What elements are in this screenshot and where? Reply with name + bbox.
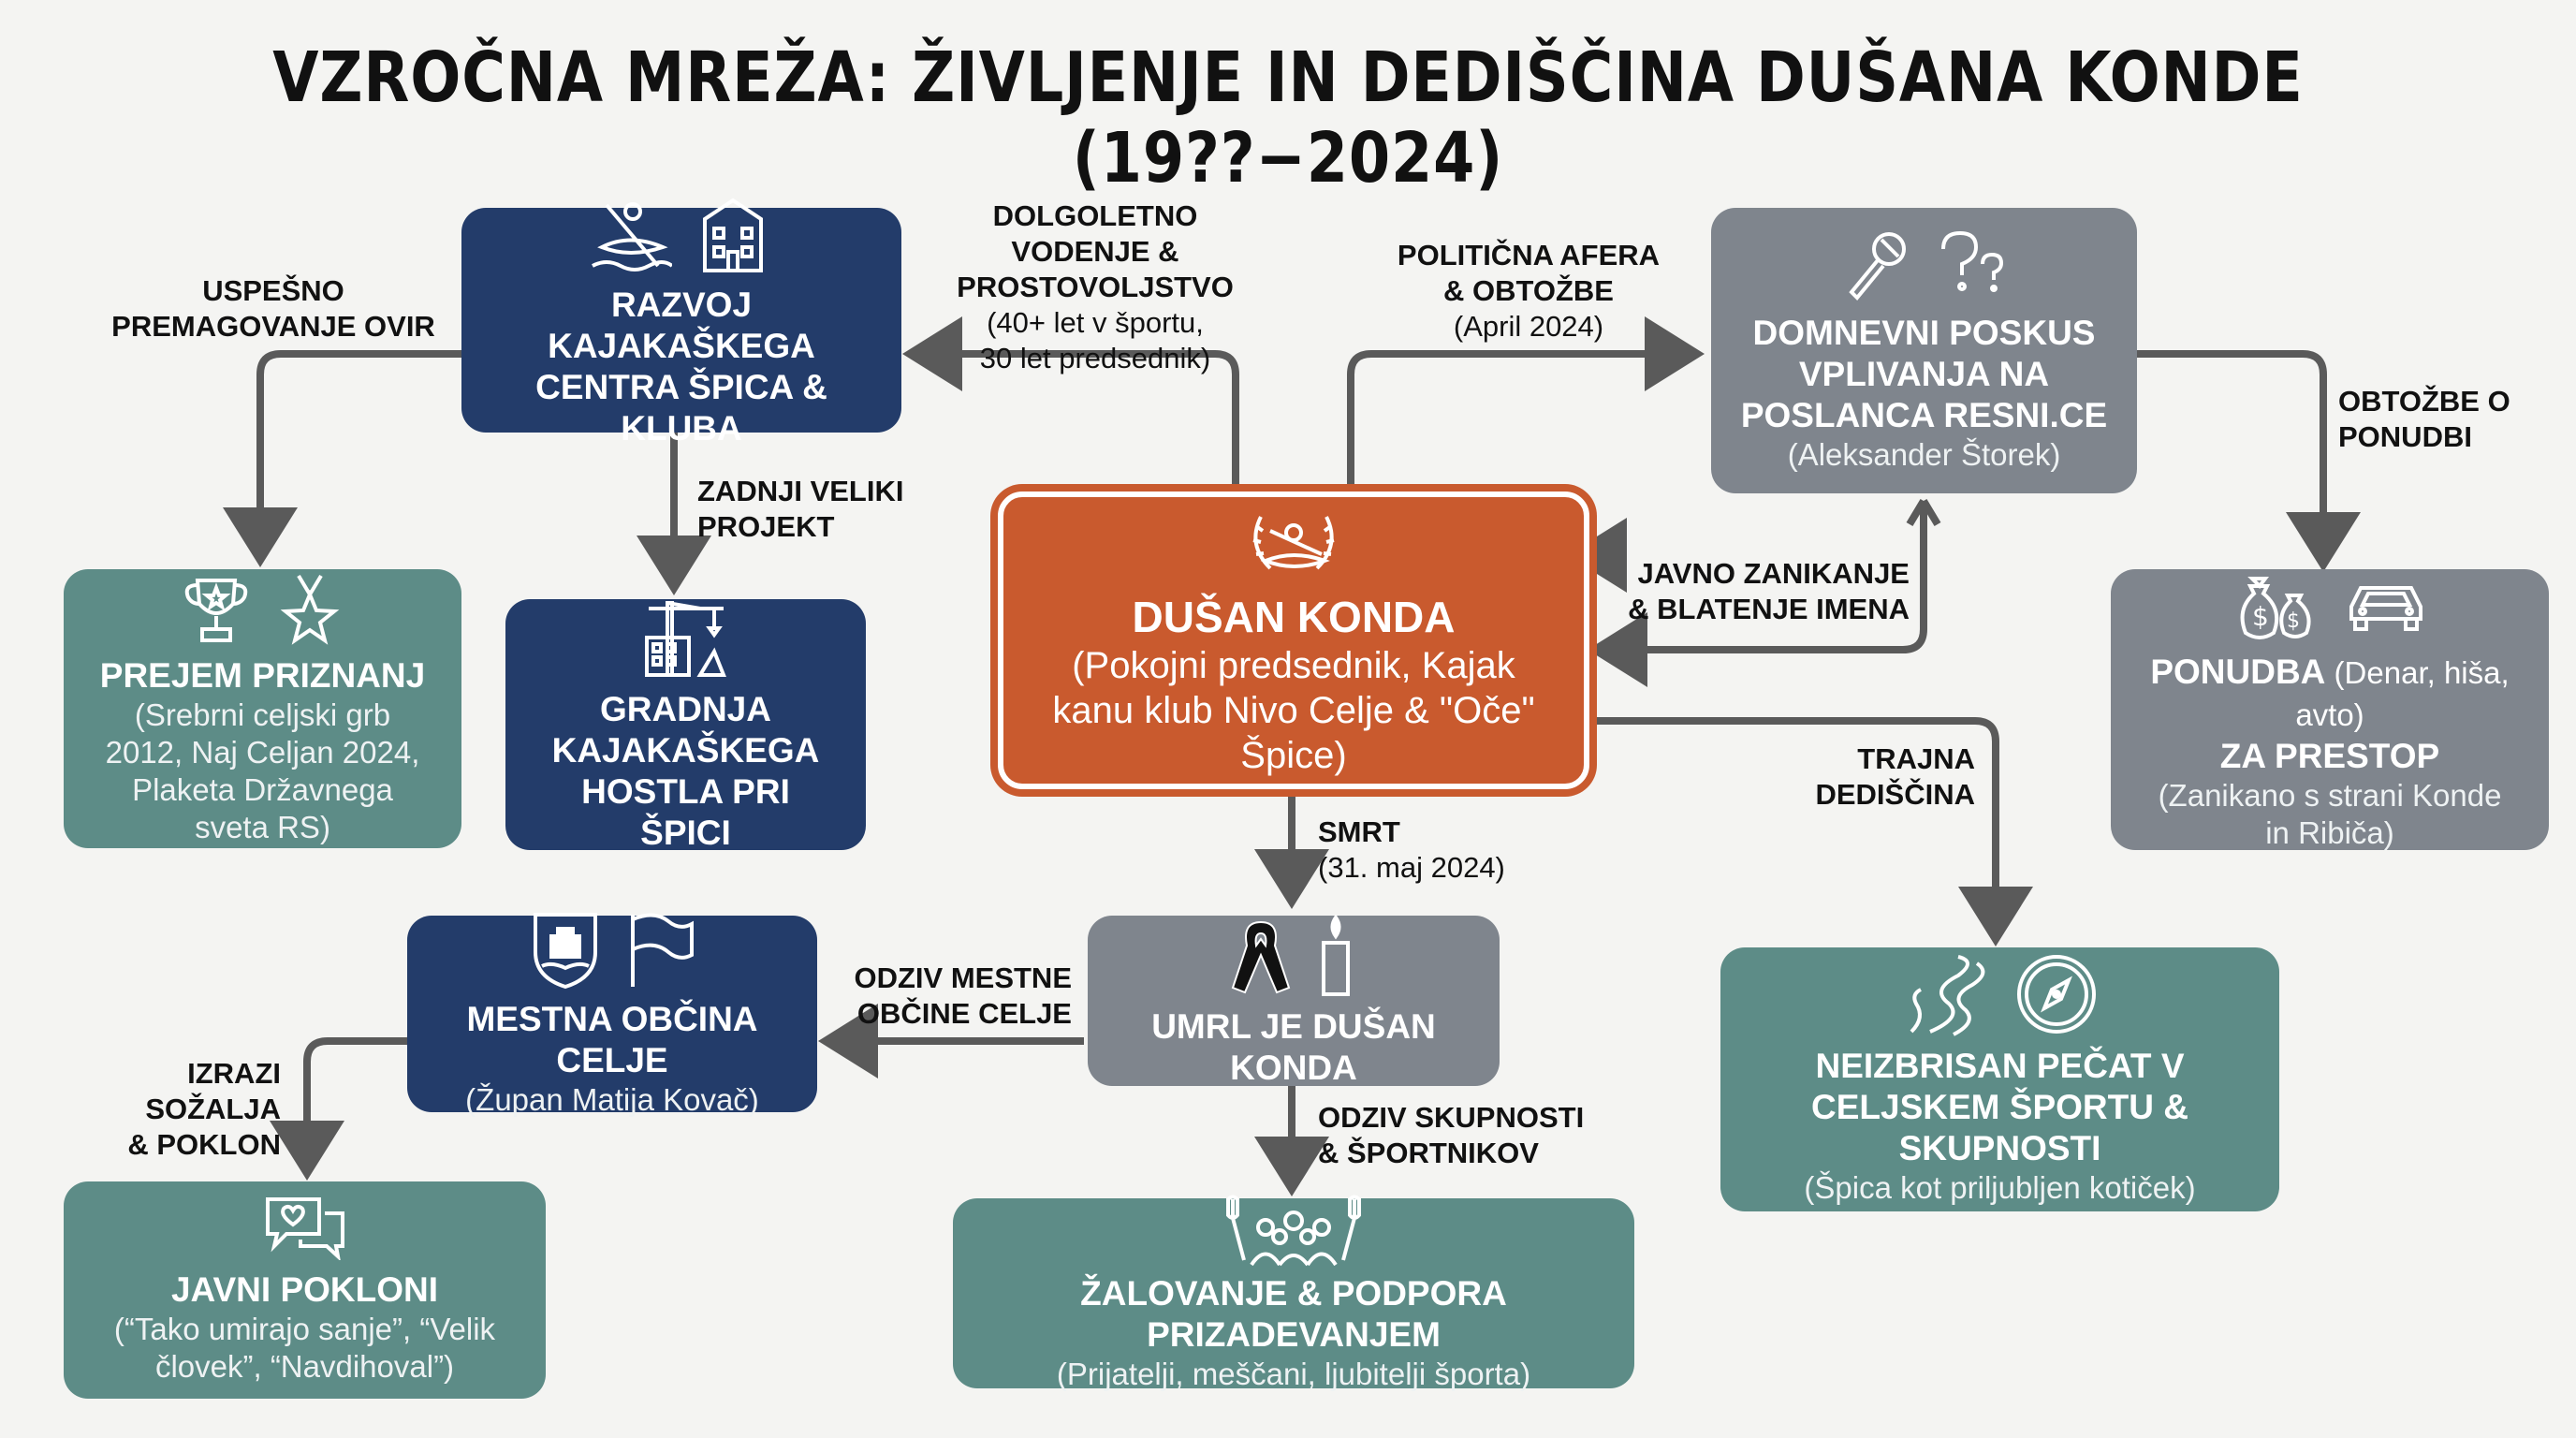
node-title: GRADNJA KAJAKAŠKEGA HOSTLA PRI ŠPICI <box>551 690 820 852</box>
label-bold-2: & OBTOŽBE <box>1443 274 1614 307</box>
page-title: VZROČNA MREŽA: ŽIVLJENJE IN DEDIŠČINA DUŠANA KONDE (19??−2024) <box>272 37 2304 198</box>
node-umrl <box>1088 916 1500 1086</box>
label-sub-1: (40+ let v športu, <box>987 306 1204 339</box>
arrow-center-to-poskus <box>1351 354 1690 487</box>
label-bold-1: POLITIČNA AFERA <box>1397 239 1661 271</box>
label-smrt <box>1318 814 1561 886</box>
label-afera <box>1383 238 1674 345</box>
money-bags-icon <box>2232 567 2325 642</box>
label-bold: SMRT <box>1318 815 1400 848</box>
building-icon <box>691 191 775 275</box>
node-title: MESTNA OBČINA CELJE <box>466 999 758 1079</box>
node-hostel <box>505 599 866 850</box>
mourning-ribbon-icon <box>1228 913 1294 997</box>
kayak-laurel-icon <box>1242 503 1345 587</box>
crowd-paddles-icon <box>1223 1195 1364 1269</box>
label-sub: (April 2024) <box>1453 310 1604 343</box>
question-marks-icon <box>1934 228 2009 303</box>
celje-coat-of-arms-icon <box>528 910 603 990</box>
node-ponudba <box>2111 569 2549 850</box>
label-sub: (31. maj 2024) <box>1318 851 1505 884</box>
node-poskus <box>1711 208 2137 493</box>
label-odziv-skupnosti <box>1318 1100 1627 1171</box>
node-subtitle: (Srebrni celjski grb 2012, Naj Celjan 2024, Plaketa Državnega sveta RS) <box>105 697 420 844</box>
node-center <box>998 492 1589 789</box>
speech-bubbles-heart-icon <box>263 1195 347 1260</box>
label-bold-2: & ŠPORTNIKOV <box>1318 1137 1539 1169</box>
node-subtitle: (Prijatelji, meščani, ljubitelji športa) <box>1056 1356 1531 1391</box>
label-bold-3: & POKLON <box>127 1128 281 1161</box>
node-razvoj <box>461 208 901 448</box>
label-premagovanje <box>105 273 442 345</box>
svg-text:$: $ <box>2252 601 2269 632</box>
microphone-icon <box>1840 228 1915 303</box>
node-title-2: ZA PRESTOP <box>2219 737 2440 775</box>
star-medal-icon <box>272 571 347 646</box>
arrow-obcina-to-pokloni <box>307 1041 407 1166</box>
label-bold-1: ODZIV MESTNE <box>854 961 1072 994</box>
node-title <box>2126 652 2534 736</box>
ponudba-title-rest: (Denar, hiša, avto) <box>2295 655 2510 732</box>
label-projekt <box>697 474 931 545</box>
node-subtitle: (Zanikano s strani Konde in Ribiča) <box>2158 778 2502 850</box>
svg-text:$: $ <box>2287 609 2300 633</box>
label-bold-2: PROJEKT <box>697 510 835 543</box>
label-bold-1: USPEŠNO <box>202 274 344 307</box>
label-vodenje <box>927 198 1264 376</box>
kayak-icon <box>588 191 672 275</box>
node-priznanja <box>64 569 461 848</box>
label-bold-2: SOŽALJA <box>145 1093 281 1125</box>
ponudba-title: PONUDBA <box>2150 653 2326 691</box>
label-bold-1: JAVNO ZANIKANJE <box>1637 557 1910 590</box>
label-bold-2: OBČINE CELJE <box>856 997 1072 1030</box>
node-title: DOMNEVNI POSKUS VPLIVANJA NA POSLANCA RESNI.CE <box>1740 313 2108 434</box>
label-bold-2: PREMAGOVANJE OVIR <box>111 310 435 343</box>
node-obcina <box>407 916 817 1117</box>
node-title: DUŠAN KONDA <box>1132 593 1456 641</box>
node-subtitle: (“Tako umirajo sanje”, “Velik človek”, “Navdihoval”) <box>113 1312 496 1384</box>
node-title: PREJEM PRIZNANJ <box>99 656 426 695</box>
label-bold-2: & BLATENJE IMENA <box>1628 593 1910 625</box>
label-bold-1: ODZIV SKUPNOSTI <box>1318 1101 1585 1134</box>
node-zalovanje <box>953 1198 1634 1391</box>
node-title: NEIZBRISAN PEČAT V CELJSKEM ŠPORTU & SKUPNOSTI <box>1811 1047 2188 1167</box>
node-title: UMRL JE DUŠAN KONDA <box>1151 1007 1436 1087</box>
trophy-icon <box>179 571 254 646</box>
candle-icon <box>1312 913 1359 997</box>
node-title: JAVNI POKLONI <box>170 1270 439 1309</box>
node-subtitle: (Aleksander Štorek) <box>1787 436 2061 472</box>
label-bold-2: PONUDBI <box>2338 420 2472 453</box>
node-subtitle: (Pokojni predsednik, Kajak kanu klub Nivo Celje & "Oče" Špice) <box>1052 645 1535 776</box>
label-sub-2: 30 let predsednik) <box>979 342 1211 374</box>
label-bold-1: OBTOŽBE O <box>2338 385 2510 418</box>
label-bold-1: IZRAZI <box>187 1057 281 1090</box>
label-dediscina <box>1760 741 1975 813</box>
car-icon <box>2344 567 2428 642</box>
label-izrazi <box>94 1056 281 1163</box>
label-zanikanje <box>1610 556 1910 627</box>
node-title: ŽALOVANJE & PODPORA PRIZADEVANJEM <box>1080 1273 1507 1354</box>
flag-icon <box>622 910 696 990</box>
compass-icon <box>2014 952 2099 1036</box>
node-pecat <box>1720 947 2279 1211</box>
river-icon <box>1902 952 1996 1036</box>
label-obtozbe <box>2338 384 2544 455</box>
label-bold-1: TRAJNA <box>1857 742 1975 775</box>
crane-building-icon <box>639 595 733 680</box>
arrow-poskus-to-ponudba <box>2134 354 2323 557</box>
label-odziv-mestne <box>842 961 1072 1032</box>
node-title: RAZVOJ KAJAKAŠKEGA CENTRA ŠPICA & KLUBA <box>535 286 827 448</box>
label-bold-1: ZADNJI VELIKI <box>697 475 904 507</box>
node-subtitle: (Župan Matija Kovač) <box>465 1081 759 1117</box>
label-bold: DOLGOLETNO VODENJE & PROSTOVOLJSTVO <box>957 199 1234 303</box>
arrow-razvoj-to-priznanja <box>260 354 468 552</box>
label-bold-2: DEDIŠČINA <box>1815 778 1975 811</box>
node-pokloni <box>64 1181 546 1399</box>
node-subtitle: (Špica kot priljubljen kotiček) <box>1804 1170 2196 1205</box>
